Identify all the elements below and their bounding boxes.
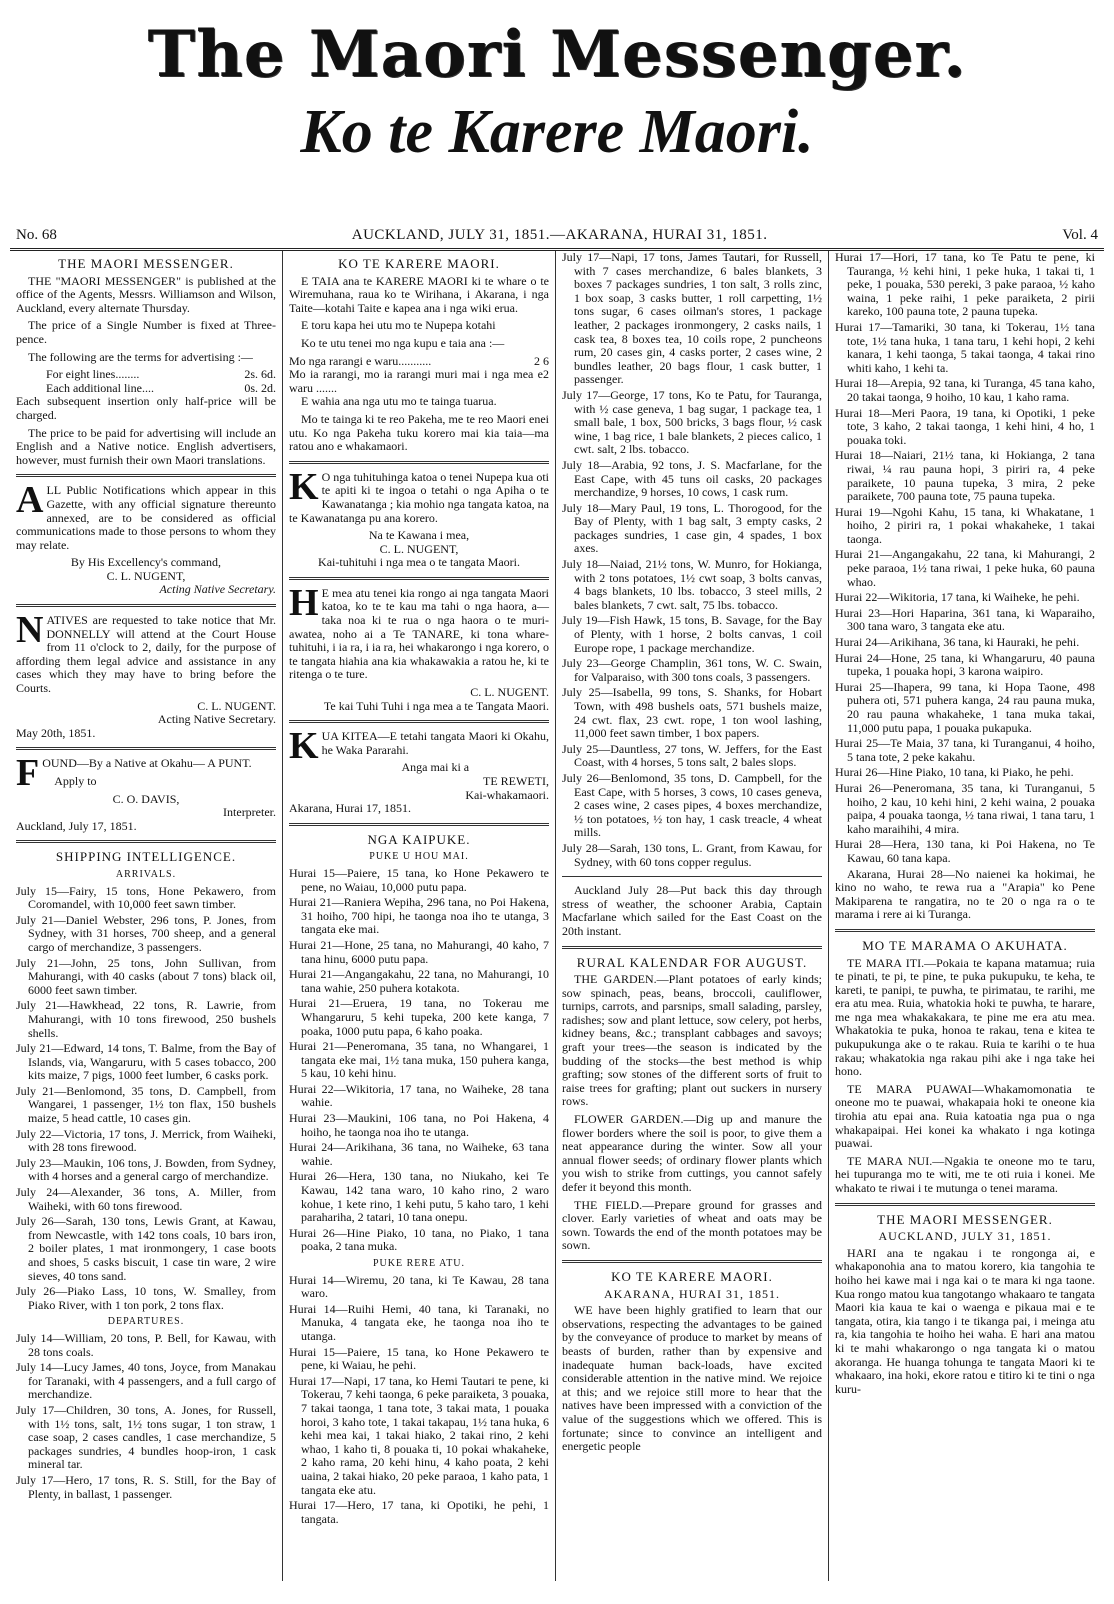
column-3 xyxy=(556,251,829,1581)
shipping-entry: July 22—Victoria, 17 tons, J. Merrick, from Waiheki, with 28 tons firewood. xyxy=(16,1126,276,1155)
divider xyxy=(16,747,276,750)
departures-list xyxy=(289,1274,549,1527)
shipping-entry: July 25—Isabella, 99 tons, S. Shanks, for Hobart Town, with 498 bushels oats, 571 bushels maize, 24 cwt. flax, 23 cwt. rope, 1 ton wool lashing, 11,000 feet sawn timber, 1 box papers. xyxy=(562,685,822,741)
drop-cap: F xyxy=(16,752,40,795)
divider xyxy=(16,840,276,843)
shipping-entry: Hurai 15—Paiere, 15 tana, ko Hone Pekawero te pene, no Waiau, 10,000 putu papa. xyxy=(289,865,549,894)
rate-row: Mo ia rarangi, mo ia rarangi muri mai i nga mea e waru ....... 2 xyxy=(289,367,549,395)
divider xyxy=(289,461,549,464)
arrivals-list xyxy=(16,885,276,1313)
departures-list xyxy=(835,251,1095,866)
divider xyxy=(16,604,276,607)
signature-line: By His Excellency's command, xyxy=(70,555,222,570)
shipping-entry: Hurai 17—Tamariki, 30 tana, ki Tokerau, 1½ tana tote, 1½ tana huka, 1 tana taru, 1 kehi hopi, 2 kehi kanara, 1 kehi taonga, 5 takai taonga, 4 takai rino whiti kaho, 1 kehi ta. xyxy=(835,319,1095,375)
subsection-title: PUKE U HOU MAI. xyxy=(369,851,469,863)
divider xyxy=(562,1260,822,1263)
shipping-entry: July 17—Children, 30 tons, A. Jones, for Russell, with 1½ tons, salt, 1½ tons sugar, 1 ton straw, 1 case soap, 2 cases candles, 1 case merchandize, 5 packages sundries, 4 bundles hoop-iron, 1 cask mineral tar. xyxy=(16,1402,276,1472)
editorial-date: AUCKLAND, JULY 31, 1851. xyxy=(878,1229,1052,1244)
divider xyxy=(562,876,822,877)
shipping-entry: July 23—Maukin, 106 tons, J. Bowden, from Sydney, with 4 horses and a general cargo of merchandize. xyxy=(16,1155,276,1184)
drop-cap: K xyxy=(289,465,319,508)
shipping-entry: Hurai 24—Arikihana, 36 tana, ki Hauraki, he pehi. xyxy=(835,635,1080,650)
shipping-entry: Hurai 23—Maukini, 106 tana, no Poi Hakena, 4 hoiho, he taonga noa iho te utanga. xyxy=(289,1111,549,1139)
section-title: THE MAORI MESSENGER. xyxy=(877,1211,1053,1227)
shipping-entry: July 17—Hero, 17 tons, R. S. Still, for the Bay of Plenty, in ballast, 1 passenger. xyxy=(16,1472,276,1501)
drop-cap: N xyxy=(16,609,44,652)
shipping-entry: July 18—Arabia, 92 tons, J. S. Macfarlane, for the East Cape, with 45 tuns oil casks, 20 packages merchandize, 9 horses, 10 cows, 1 cask rum. xyxy=(562,457,822,500)
divider xyxy=(16,474,276,477)
notice: K O nga tuhituhinga katoa o tenei Nupepa kua oti te apiti ki te ingoa o tetahi o nga Apiha o te Kawanatanga ; kia mohio nga tangata katoa, na te Kawanatanga pu ana korero. xyxy=(289,465,549,525)
paragraph: Mo te tainga ki te reo Pakeha, me te reo Maori enei utu. Ko nga Pakeha tuku korero mai kia taia—ma ratou ano e whakamaori. xyxy=(289,411,549,454)
section-title: THE MAORI MESSENGER. xyxy=(58,256,234,271)
signature-name: C. L. NUGENT, xyxy=(379,541,459,556)
subsection-title: ARRIVALS. xyxy=(115,868,177,880)
paragraph: THE "MAORI MESSENGER" is published at the office of the Agents, Messrs. Williamson and Wilson, Auckland, every alternate Thursday. xyxy=(16,273,276,315)
shipping-entry: July 14—William, 20 tons, P. Bell, for Kawau, with 28 tons coals. xyxy=(16,1330,276,1359)
signature-name: C. L. NUGENT. xyxy=(470,685,549,700)
divider xyxy=(289,823,549,826)
shipping-entry: July 21—Benlomond, 35 tons, D. Campbell, from Wangarei, 1 passenger, 1½ ton flax, 150 bushels maize, 5 head cattle, 10 cases gin. xyxy=(16,1083,276,1126)
shipping-entry: Hurai 25—Ihapera, 99 tana, ki Hopa Taone, 498 puhera oti, 571 puhera kanga, 24 rau pauna muka, 20 rau pauna whakaheke, 1 tana muka takai, 11,000 putu papa, 1 pouaka pukapuka. xyxy=(835,679,1095,735)
departures-list xyxy=(562,251,822,869)
shipping-entry: Hurai 17—Hori, 17 tana, ko Te Patu te pene, ki Tauranga, ½ kehi hini, 1 peke huka, 1 takai ti, 1 peke, 1 pouaka, 530 pereki, 3 pake paraoa, ½ kaho waina, 1 peke raihi, 1 peke paraiketa, 2 pirii kareko, 100 pauna tote, 2 pauna tupeka. xyxy=(835,251,1095,319)
shipping-entry: Hurai 25—Te Maia, 37 tana, ki Turanganui, 4 hoiho, 5 tana tote, 2 peke kakahu. xyxy=(835,736,1095,764)
shipping-entry: Hurai 26—Hera, 130 tana, no Niukaho, kei Te Kawau, 142 tana waro, 10 kaho rino, 2 waro kohue, 1 kete rino, 1 kehi putu, 5 kaho taro, 1 kehi parahariha, 2 tatari, 10 tana onepu. xyxy=(289,1169,549,1225)
shipping-entry: Hurai 17—Napi, 17 tana, ko Hemi Tautari te pene, ki Tokerau, 7 kehi taonga, 6 peke paraiketa, 3 pouaka, 7 takai taonga, 1 tana tote, 3 takai mata, 1 pouaka horoi, 3 kaho tote, 1 takai takapau, 1½ tana huka, 6 kehi mea kai, 1 takai hiako, 2 takai rino, 2 kehi whao, 1 kaho ti, 8 pouaka ti, 10 pokai whakaheke, 2 kaho rama, 20 kehi hinu, 4 kaho poata, 2 kehi uaina, 2 takai hiako, 20 peke paraoa, 1 kaho pata, 1 tangata eke atu. xyxy=(289,1373,549,1497)
subsection-title: PUKE RERE ATU. xyxy=(372,1258,466,1269)
paragraph: Each subsequent insertion only half-price will be charged. xyxy=(16,394,276,422)
notice-date: Akarana, Hurai 17, 1851. xyxy=(289,801,411,816)
shipping-entry: July 17—Napi, 17 tons, James Tautari, for Russell, with 7 cases merchandize, 6 bales blankets, 3 boxes 7 packages sundries, 1 ton salt, 3 rolls zinc, 1 box soap, 3 casks butter, 1 roll carpetting, 1½ tons sugar, 6 cases oilman's stores, 1 package leather, 2 packages ironmongery, 2 casks nails, 1 cask tea, 8 boxes tea, 10 coils rope, 2 puncheons rum, 20 cases gin, 4 casks porter, 2 cases wine, 2 bundles leather, 20 bags flour, 1 cask butter, 1 passenger. xyxy=(562,251,822,387)
notice: KUA KITEA—E tetahi tangata Maori ki Okahu, he Waka Pararahi. xyxy=(289,725,549,768)
paragraph: The following are the terms for advertising :— xyxy=(28,349,253,364)
editorial-date: AKARANA, HURAI 31, 1851. xyxy=(604,1286,780,1301)
shipping-entry: Hurai 24—Hone, 25 tana, ki Whangaruru, 40 pauna tupeka, 1 pouaka hopi, 3 karona waipiro. xyxy=(835,650,1095,679)
section-title: MO TE MARAMA O AKUHATA. xyxy=(862,937,1068,953)
paragraph: TE MARA PUAWAI—Whakamomonatia te oneone mo te puawai, whakapaia hoki te oneone kia tirohia atu epai ana. Ruia katoatia nga pua o nga whakapaipai. Hei konei ka whakato i nga kotinga puawai. xyxy=(835,1081,1095,1151)
notice: ALL Public Notifications which appear in this Gazette, with any official signature thereunto annexed, are to be considered as official communications made to those persons to whom they may relate. xyxy=(16,479,276,552)
paragraph: THE GARDEN.—Plant potatoes of early kinds; sow spinach, peas, beans, broccoli, cauliflower, turnips, carrots, and parsnips, small salading, parsley, radishes; sow and plant lettuce, sow celery, pot herbs, kidney beans, &c.; transplant cabbages and savoys; graft your trees—the season is indicated by the budding of the stocks—the best method is whip grafting; sow stones of the different sorts of fruit to raise trees for grafting; plant out suckers in nursery rows. xyxy=(562,972,822,1109)
column-4 xyxy=(829,251,1101,1581)
signature-role: Interpreter. xyxy=(223,805,276,820)
newspaper-page xyxy=(10,5,1104,1594)
signature-role: Te kai Tuhi Tuhi i nga mea a te Tangata Maori. xyxy=(323,698,549,713)
paragraph: HARI ana te ngakau i te rongonga ai, e whakaponohia ana to matou korero, kia tangohia te hoiho hei kawe mai i nga kai o te mara ki nga taone. Kua rongo matou kua tangotango whakaaro te tangata Maori kia kaua te kai o waenga e pikaua mai e te tangata, otira, kia tango i te tikanga pai, i meinga atu ra, kia tangohia te hoiho hei waha. E hari ana matou ki te mahi whakarongo o nga tangata ki o matou akoranga. He huanga tohunga te tangata Maori ki te whakaaro, ina hoki, ekore ratou e titiro ki te tini o nga kuru- xyxy=(835,1245,1095,1396)
dateline xyxy=(10,213,1104,251)
shipping-entry: Hurai 21—Raniera Wepiha, 296 tana, no Poi Hakena, 31 hoiho, 700 hipi, he taonga noa iho te utanga, 3 tangata eke mai. xyxy=(289,895,549,937)
shipping-entry: July 26—Sarah, 130 tons, Lewis Grant, at Kawau, from Newcastle, with 142 tons coals, 10 bars iron, 2 boiler plates, 1 mat ironmongery, 1 case boots and shoes, 5 casks biscuit, 1 case tin ware, 2 wire sieves, 40 tons sand. xyxy=(16,1214,276,1283)
shipping-entry: Hurai 28—Hera, 130 tana, ki Poi Hakena, no Te Kawau, 60 tana kapa. xyxy=(835,837,1095,865)
shipping-entry: Hurai 26—Hine Piako, 10 tana, ki Piako, he pehi. xyxy=(835,765,1074,780)
rate-row: For eight lines........ 2s. 6d. xyxy=(46,367,276,382)
shipping-entry: Hurai 14—Wiremu, 20 tana, ki Te Kawau, 28 tana waro. xyxy=(289,1272,549,1301)
signature-role: Kai-whakamaori. xyxy=(465,787,549,802)
section-title: KO TE KARERE MAORI. xyxy=(338,256,500,271)
divider xyxy=(562,946,822,949)
shipping-entry: July 15—Fairy, 15 tons, Hone Pekawero, from Coromandel, with 10,000 feet sawn timber. xyxy=(16,883,276,912)
arrivals-list xyxy=(289,867,549,1254)
paragraph: TE MARA NUI.—Ngakia te oneone mo te taru, hei tupuranga mo te witi, me te oti ruia i konei. Me whakato te riwai i te mutunga o tenei marama. xyxy=(835,1153,1095,1195)
shipping-entry: July 28—Sarah, 130 tons, L. Grant, from Kawau, for Sydney, with 60 tons copper regulus. xyxy=(562,840,822,869)
signature-name: TE REWETI, xyxy=(483,774,549,788)
shipping-entry: Hurai 24—Arikihana, 36 tana, no Waiheke, 63 tana wahie. xyxy=(289,1140,549,1168)
section-title: SHIPPING INTELLIGENCE. xyxy=(55,849,237,865)
column-1 xyxy=(10,251,283,1581)
shipping-entry: Hurai 17—Hero, 17 tana, ki Opotiki, he pehi, 1 tangata. xyxy=(289,1498,549,1526)
section-title: NGA KAIPUKE. xyxy=(367,831,471,847)
section-title: KO TE KARERE MAORI. xyxy=(611,1268,773,1284)
issue-date: AUCKLAND, JULY 31, 1851.—AKARANA, HURAI 31, 1851. xyxy=(351,227,768,243)
divider xyxy=(835,929,1095,932)
masthead-title-english: The Maori Messenger. xyxy=(147,17,967,92)
drop-cap: A xyxy=(16,479,44,522)
paragraph: E toru kapa hei utu mo te Nupepa kotahi xyxy=(301,318,496,333)
signature-name: C. O. DAVIS, xyxy=(112,791,180,806)
paragraph: The price to be paid for advertising will include an English and a Native notice. English advertisers, however, must furnish their own Maori translations. xyxy=(16,425,276,467)
paragraph: Ko te utu tenei mo nga kupu e taia ana :— xyxy=(301,335,505,350)
shipping-entry: July 14—Lucy James, 40 tons, Joyce, from Manakau for Taranaki, with 4 passengers, and a full cargo of merchandize. xyxy=(16,1360,276,1402)
shipping-entry: July 23—George Champlin, 361 tons, W. C. Swain, for Valparaiso, with 300 tons coals, 3 passengers. xyxy=(562,656,822,684)
shipping-entry: July 21—Edward, 14 tons, T. Balme, from the Bay of Islands, via, Wangaruru, with 5 cases tobacco, 200 kits maize, 7 pigs, 1000 feet lumber, 6 casks pork. xyxy=(16,1041,276,1083)
notice: NATIVES are requested to take notice that Mr. DONNELLY will attend at the Court House from 11 o'clock to 2, daily, for the purpose of affording them legal advice and assistance in any cases which they may have to bring before the Courts. xyxy=(16,609,276,696)
shipping-entry: Hurai 22—Wikitoria, 17 tana, no Waiheke, 28 tana wahie. xyxy=(289,1081,549,1110)
shipping-entry: July 21—Hawkhead, 22 tons, R. Lawrie, from Mahurangi, with 10 tons firewood, 250 bushels shells. xyxy=(16,998,276,1040)
divider xyxy=(289,720,549,723)
shipping-entry: Hurai 21—Angangakahu, 22 tana, ki Mahurangi, 2 peke paraoa, 1½ tana riwai, 1 peke huka, 60 pauna whao. xyxy=(835,547,1095,589)
column-2 xyxy=(283,251,556,1581)
shipping-entry: Hurai 21—Peneromana, 35 tana, no Whangarei, 1 tangata eke mai, 1½ tana muka, 150 puhera kanga, 5 kau, 10 kehi hinu. xyxy=(289,1039,549,1081)
shipping-entry: July 18—Mary Paul, 19 tons, L. Thorogood, for the Bay of Plenty, with 1 bag salt, 3 empty casks, 2 packages sundries, 1 case gin, 4 spades, 1 box axes. xyxy=(562,500,822,556)
signature-role: Kai-tuhituhi i nga mea o te tangata Maori. xyxy=(318,555,520,570)
paragraph: E wahia ana nga utu mo te tainga tuarua. xyxy=(301,394,497,409)
departures-list xyxy=(16,1332,276,1501)
shipping-entry: Hurai 26—Hine Piako, 10 tana, no Piako, 1 tana poaka, 2 tana muka. xyxy=(289,1225,549,1254)
divider xyxy=(835,1203,1095,1206)
signature-name: C. L. NUGENT. xyxy=(197,698,276,713)
drop-cap: K xyxy=(289,725,319,768)
masthead xyxy=(10,13,1104,213)
notice-line: Apply to xyxy=(54,774,97,788)
shipping-entry: Hurai 15—Paiere, 15 tana, ko Hone Pekawero te pene, ki Waiau, he pehi. xyxy=(289,1344,549,1373)
paragraph: FLOWER GARDEN.—Dig up and manure the flower borders where the soil is poor, to give them a neat appearance during the winter. Sow all your annual flower seeds; of ordinary flower plants which you wish to strike from cuttings, you cannot safely defer it beyond this month. xyxy=(562,1112,822,1194)
paragraph: E TAIA ana te KARERE MAORI ki te whare o te Wiremuhana, raua ko te Wirihana, i Akarana, i nga Taite—kotahi Taite e kapea ana i nga wiki erua. xyxy=(289,273,549,315)
shipping-entry: Hurai 18—Meri Paora, 19 tana, ki Opotiki, 1 peke tote, 3 kaho, 2 takai taonga, 1 kehi hini, 4 ho, 1 pouaka toki. xyxy=(835,405,1095,447)
notice: FOUND—By a Native at Okahu— A PUNT. xyxy=(16,752,252,795)
signature-name: C. L. NUGENT, xyxy=(106,568,186,583)
shipping-entry: July 21—Daniel Webster, 296 tons, P. Jones, from Sydney, with 31 horses, 700 sheep, and a general cargo of merchandize, 3 passengers. xyxy=(16,912,276,954)
shipping-entry: Hurai 21—Angangakahu, 22 tana, no Mahurangi, 10 tana wahie, 250 puhera kotakota. xyxy=(289,967,549,995)
shipping-entry: Hurai 26—Peneromana, 35 tana, ki Turanganui, 5 hoiho, 2 kau, 10 kehi hini, 2 kehi waina, 2 pouaka paipa, 4 pouaka taonga, ½ tana riwai, 1 tana taru, 1 kaho maraihihi, 4 mira. xyxy=(835,780,1095,836)
issue-number: No. 68 xyxy=(16,227,57,243)
rate-row: Mo nga rarangi e waru........... 2 6 xyxy=(289,353,549,368)
shipping-entry: Hurai 14—Ruihi Hemi, 40 tana, ki Taranaki, no Manuka, 4 tangata eke, he taonga noa iho te utanga. xyxy=(289,1301,549,1343)
shipping-entry: Hurai 21—Eruera, 19 tana, no Tokerau me Whangaruru, 5 kehi tupeka, 200 kete kanga, 7 poaka, 1000 putu papa, 6 kaho poaka. xyxy=(289,996,549,1038)
signature-role: Acting Native Secretary. xyxy=(157,712,276,727)
shipping-entry: July 17—George, 17 tons, Ko te Patu, for Tauranga, with ½ case geneva, 1 bag sugar, 1 package tea, 1 small bale, 1 box, 500 bricks, 3 bags flour, ½ cask wine, 1 bag rice, 1 bale blankets, 2 pieces calico, 1 cwt. salt, 2 lbs. tobacco. xyxy=(562,387,822,457)
volume-number: Vol. 4 xyxy=(1062,227,1098,243)
notice-line: Anga mai ki a xyxy=(401,760,470,775)
signature-line: Na te Kawana i mea, xyxy=(368,528,470,543)
shipping-entry: July 25—Dauntless, 27 tons, W. Jeffers, for the East Coast, with 4 horses, 5 tons salt, 2 bales slops. xyxy=(562,741,822,770)
paragraph: TE MARA ITI.—Pokaia te kapana matamua; ruia te pinati, te pi, te pine, te puka pukupuku, te keha, te kareti, te panipi, te puwha, te pirimatau, te rarihi, me era atu mea. Ruia, whatokia hoki te puwha, te harare, me nga mea whakakakara, te pine me era atu mea. Whakatokia te puka, honoa te rakau, tena e kitea te pukupukunga ake o te rakau. Ruia te karihi o te hua rakau; whakatokia nga rakau pihi ake i nga take hei hono. xyxy=(835,955,1095,1079)
shipping-entry: July 26—Benlomond, 35 tons, D. Campbell, for the East Cape, with 5 horses, 3 cows, 10 cases geneva, 2 cases wine, 2 cases pipes, 4 boxes merchandize, ½ ton potatoes, ½ ton hay, 1 cask treacle, 4 wheat mills. xyxy=(562,770,822,840)
section-title: RURAL KALENDAR FOR AUGUST. xyxy=(576,954,808,970)
shipping-entry: July 24—Alexander, 36 tons, A. Miller, from Waiheki, with 60 tons firewood. xyxy=(16,1185,276,1213)
shipping-entry: Hurai 19—Ngohi Kahu, 15 tana, ki Whakatane, 1 hoiho, 2 piriri ra, 1 pokai whakaheke, 1 takai taonga. xyxy=(835,504,1095,546)
divider xyxy=(289,577,549,580)
shipping-entry: Hurai 21—Hone, 25 tana, no Mahurangi, 40 kaho, 7 tana hinu, 6000 putu papa. xyxy=(289,937,549,966)
shipping-entry: July 19—Fish Hawk, 15 tons, B. Savage, for the Bay of Plenty, with 1 horse, 2 bolts canvas, 1 coil Europe rope, 1 package merchandize. xyxy=(562,613,822,655)
paragraph: WE have been highly gratified to learn that our observations, respecting the advantages to be gained by the conveyance of produce to market by means of beasts of burden, rather than by expensive and inadequate human back-loads, have excited considerable attention in the native mind. We rejoice at this; and we rejoice still more to hear that the natives have been impressed with a conviction of the value of the suggestions which we offered. This is fortunate; since to convince an intelligent and energetic people xyxy=(562,1303,822,1454)
shipping-entry: July 18—Naiad, 21½ tons, W. Munro, for Hokianga, with 2 tons potatoes, 1½ cwt soap, 3 bolts canvas, 4 bags blankets, 10 lbs. tobacco, 3 steel mills, 2 bales blankets, 7 cwt. salt, 75 lbs. tobacco. xyxy=(562,557,822,612)
shipping-entry: Hurai 18—Naiari, 21½ tana, ki Hokianga, 2 tana riwai, ¼ rau pauna hopi, 3 piriri ra, 4 peke paraikete, 10 pauna tupeka, 3 mira, 2 peke paraikete, 700 pauna tote, 75 pauna tupeka. xyxy=(835,448,1095,504)
columns xyxy=(10,251,1104,1581)
masthead-title-maori: Ko te Karere Maori. xyxy=(300,98,814,166)
shipping-entry: Hurai 18—Arepia, 92 tana, ki Turanga, 45 tana kaho, 20 takai taonga, 9 hoiho, 10 kau, 1 kaho rama. xyxy=(835,376,1095,404)
signature-role: Acting Native Secretary. xyxy=(159,582,276,597)
shipping-entry: July 26—Piako Lass, 10 tons, W. Smalley, from Piako River, with 1 ton pork, 2 tons flax. xyxy=(16,1284,276,1312)
shipping-entry: July 21—John, 25 tons, John Sullivan, from Mahurangi, with 40 casks (about 7 tons) black oil, 6000 feet sawn timber. xyxy=(16,955,276,997)
paragraph: THE FIELD.—Prepare ground for grasses and clover. Early varieties of wheat and oats may be sown. Towards the end of the month potatoes may be sown. xyxy=(562,1197,822,1253)
paragraph: The price of a Single Number is fixed at Three-pence. xyxy=(16,318,276,346)
drop-cap: H xyxy=(289,581,319,624)
notice-date: Auckland, July 17, 1851. xyxy=(16,818,137,833)
paragraph: Akarana, Hurai 28—No naienei ka hokimai, he kino no waho, te rewa rua a "Arapia" ko Pene Makiparena te rangatira, no te 20 o nga ra o te marama i rere ai ki Turanga. xyxy=(835,866,1095,922)
notice-date: May 20th, 1851. xyxy=(16,725,96,740)
paragraph: Auckland July 28—Put back this day through stress of weather, the schooner Arabia, Captain Macfarlane which sailed for the East Coast on the 20th instant. xyxy=(562,883,822,938)
shipping-entry: Hurai 23—Hori Haparina, 361 tana, ki Waparaiho, 300 tana waro, 3 tangata eke atu. xyxy=(835,605,1095,634)
shipping-entry: Hurai 22—Wikitoria, 17 tana, ki Waiheke, he pehi. xyxy=(835,590,1080,605)
notice: H E mea atu tenei kia rongo ai nga tangata Maori katoa, ko te te kau ma tahi o nga haora, a—taka noa ki te rua o nga haora o te muri-awatea, noho ai a Te TANARE, ki tona whare-tuhituhi, i ia ra, i ia ra, hei whakarongo i nga korero, o te tangata hiahia ana kia whakawakia a ratou he, ki te ritenga o te ture. xyxy=(289,581,549,682)
subsection-title: DEPARTURES. xyxy=(107,1316,185,1328)
rate-row: Each additional line.... 0s. 2d. xyxy=(46,380,276,395)
